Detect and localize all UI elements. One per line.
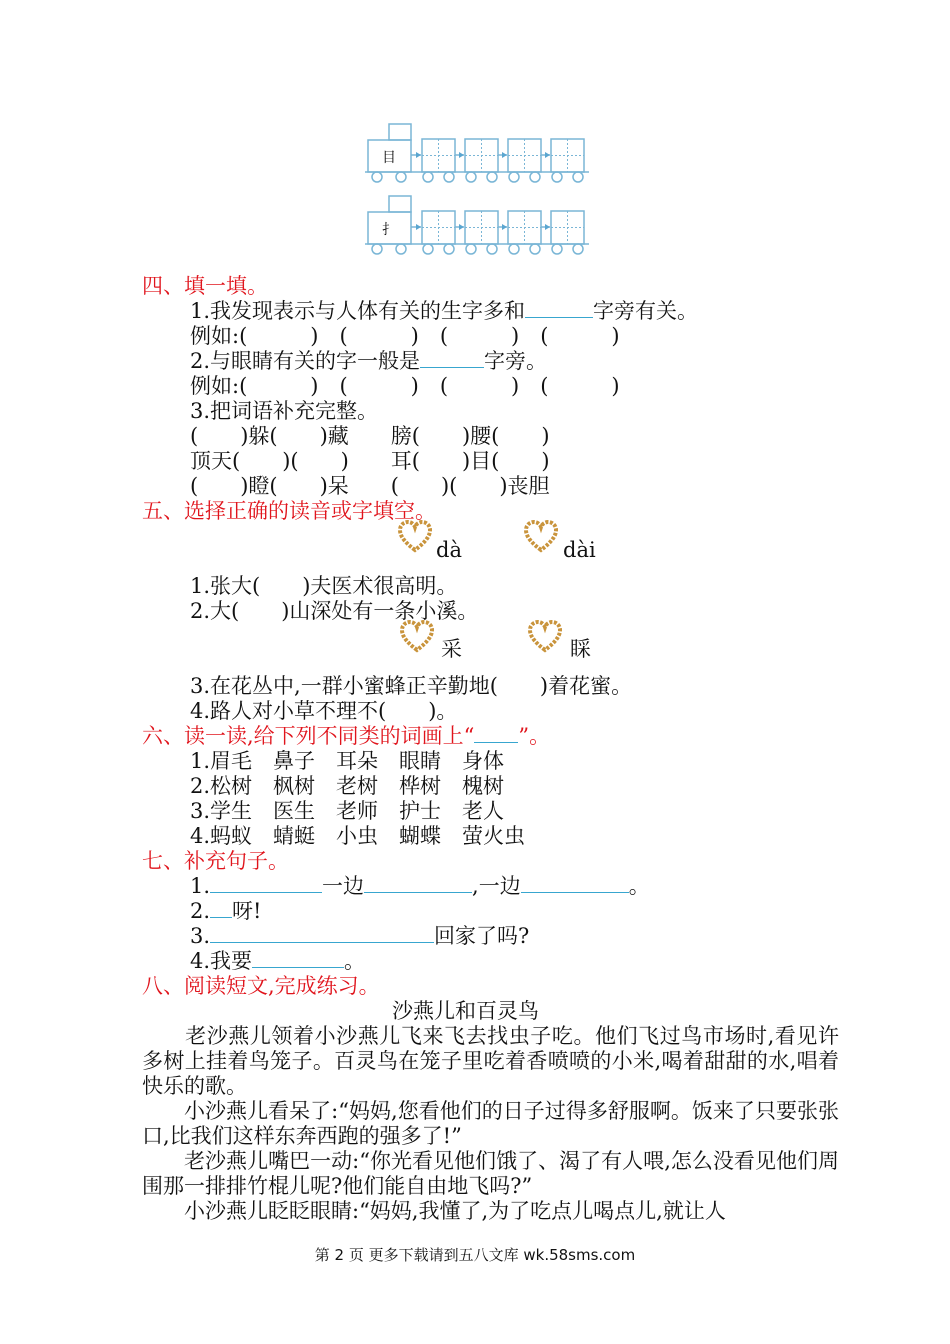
s4-end: 。 — [344, 949, 366, 973]
char-option-2: 睬 — [570, 637, 591, 661]
s3-end: 回家了吗? — [434, 924, 530, 948]
heart-icon — [398, 520, 432, 554]
section7-heading: 七、补充句子。 — [142, 849, 289, 873]
section4-row-2: 顶天( )( ) 耳( )目( ) — [190, 449, 550, 473]
section6-row-4: 4.蚂蚁 蜻蜓 小虫 蝴蝶 萤火虫 — [190, 824, 526, 848]
pinyin-option-2: dài — [563, 538, 596, 562]
s1-mid1: 一边 — [322, 874, 365, 898]
q2-text-a: 2.与眼睛有关的字一般是 — [190, 349, 421, 373]
section6-row-2: 2.松树 枫树 老树 桦树 槐树 — [190, 774, 505, 798]
section6-underline-sample — [474, 724, 518, 743]
section6-row-3: 3.学生 医生 老师 护士 老人 — [190, 799, 505, 823]
section6-heading — [142, 724, 550, 749]
s2-num: 2. — [190, 899, 211, 923]
passage-paragraph-3: 老沙燕儿嘴巴一动:“你光看见他们饿了、渴了有人喂,怎么没看见他们周围那一排排竹棍儿呢?他们能自由地飞吗?” — [142, 1149, 839, 1198]
s1-num: 1. — [190, 874, 211, 898]
section7-s1 — [190, 874, 650, 899]
s2-end: 呀! — [232, 899, 262, 923]
passage-title: 沙燕儿和百灵鸟 — [392, 999, 539, 1023]
section4-q3: 3.把词语补充完整。 — [190, 399, 379, 423]
s1-blank-1[interactable] — [210, 874, 322, 893]
passage-paragraph-2: 小沙燕儿看呆了:“妈妈,您看他们的日子过得多舒服啊。饭来了只要张张口,比我们这样东奔西跑的强多了!” — [142, 1099, 839, 1148]
train-radical-2: 扌 — [382, 222, 396, 238]
section5-heading: 五、选择正确的读音或字填空。 — [142, 499, 436, 523]
passage-paragraph-4: 小沙燕儿眨眨眼睛:“妈妈,我懂了,为了吃点儿喝点儿,就让人 — [142, 1199, 726, 1223]
train-radical-1: 目 — [382, 150, 396, 166]
section6-heading-a: 六、读一读,给下列不同类的词画上“ — [142, 724, 475, 748]
train-exercise-1 — [365, 122, 590, 184]
section4-heading: 四、填一填。 — [142, 274, 268, 298]
section4-example-2: 例如:( ) ( ) ( ) ( ) — [190, 374, 620, 398]
section6-heading-b: ”。 — [518, 724, 551, 748]
s4-blank[interactable] — [252, 949, 344, 968]
s1-end: 。 — [628, 874, 650, 898]
q2-blank[interactable] — [420, 349, 484, 368]
section8-heading: 八、阅读短文,完成练习。 — [142, 974, 380, 998]
page-footer: 第 2 页 更多下载请到五八文库 wk.58sms.com — [314, 1246, 636, 1264]
section5-q2: 2.大( )山深处有一条小溪。 — [190, 599, 479, 623]
q1-blank[interactable] — [525, 299, 593, 318]
pinyin-option-1: dà — [436, 538, 462, 562]
heart-icon — [528, 620, 562, 654]
section6-row-1: 1.眉毛 鼻子 耳朵 眼睛 身体 — [190, 749, 505, 773]
section5-q3: 3.在花丛中,一群小蜜蜂正辛勤地( )着花蜜。 — [190, 674, 633, 698]
heart-icon — [524, 520, 558, 554]
train-exercise-2 — [365, 194, 590, 256]
q2-text-b: 字旁。 — [484, 349, 548, 373]
s2-blank[interactable] — [210, 899, 232, 918]
section4-row-3: ( )瞪( )呆 ( )( )丧胆 — [190, 474, 550, 498]
s1-blank-2[interactable] — [364, 874, 472, 893]
s3-num: 3. — [190, 924, 211, 948]
section4-q1 — [190, 299, 698, 324]
s1-blank-3[interactable] — [521, 874, 629, 893]
char-option-1: 采 — [441, 637, 462, 661]
section5-q1: 1.张大( )夫医术很高明。 — [190, 574, 458, 598]
s1-mid2: ,一边 — [472, 874, 521, 898]
section7-s4 — [190, 949, 365, 974]
q1-text-b: 字旁有关。 — [593, 299, 699, 323]
section4-q2 — [190, 349, 547, 374]
section7-s3 — [190, 924, 529, 949]
q1-text-a: 1.我发现表示与人体有关的生字多和 — [190, 299, 526, 323]
s4-num: 4.我要 — [190, 949, 253, 973]
section4-example-1: 例如:( ) ( ) ( ) ( ) — [190, 324, 620, 348]
heart-icon — [400, 620, 434, 654]
s3-blank[interactable] — [210, 924, 434, 943]
section7-s2 — [190, 899, 262, 924]
passage-paragraph-1: 老沙燕儿领着小沙燕儿飞来飞去找虫子吃。他们飞过鸟市场时,看见许多树上挂着鸟笼子。百灵鸟在笼子里吃着香喷喷的小米,喝着甜甜的水,唱着快乐的歌。 — [142, 1024, 839, 1098]
section4-row-1: ( )躲( )藏 膀( )腰( ) — [190, 424, 550, 448]
section5-q4: 4.路人对小草不理不( )。 — [190, 699, 458, 723]
